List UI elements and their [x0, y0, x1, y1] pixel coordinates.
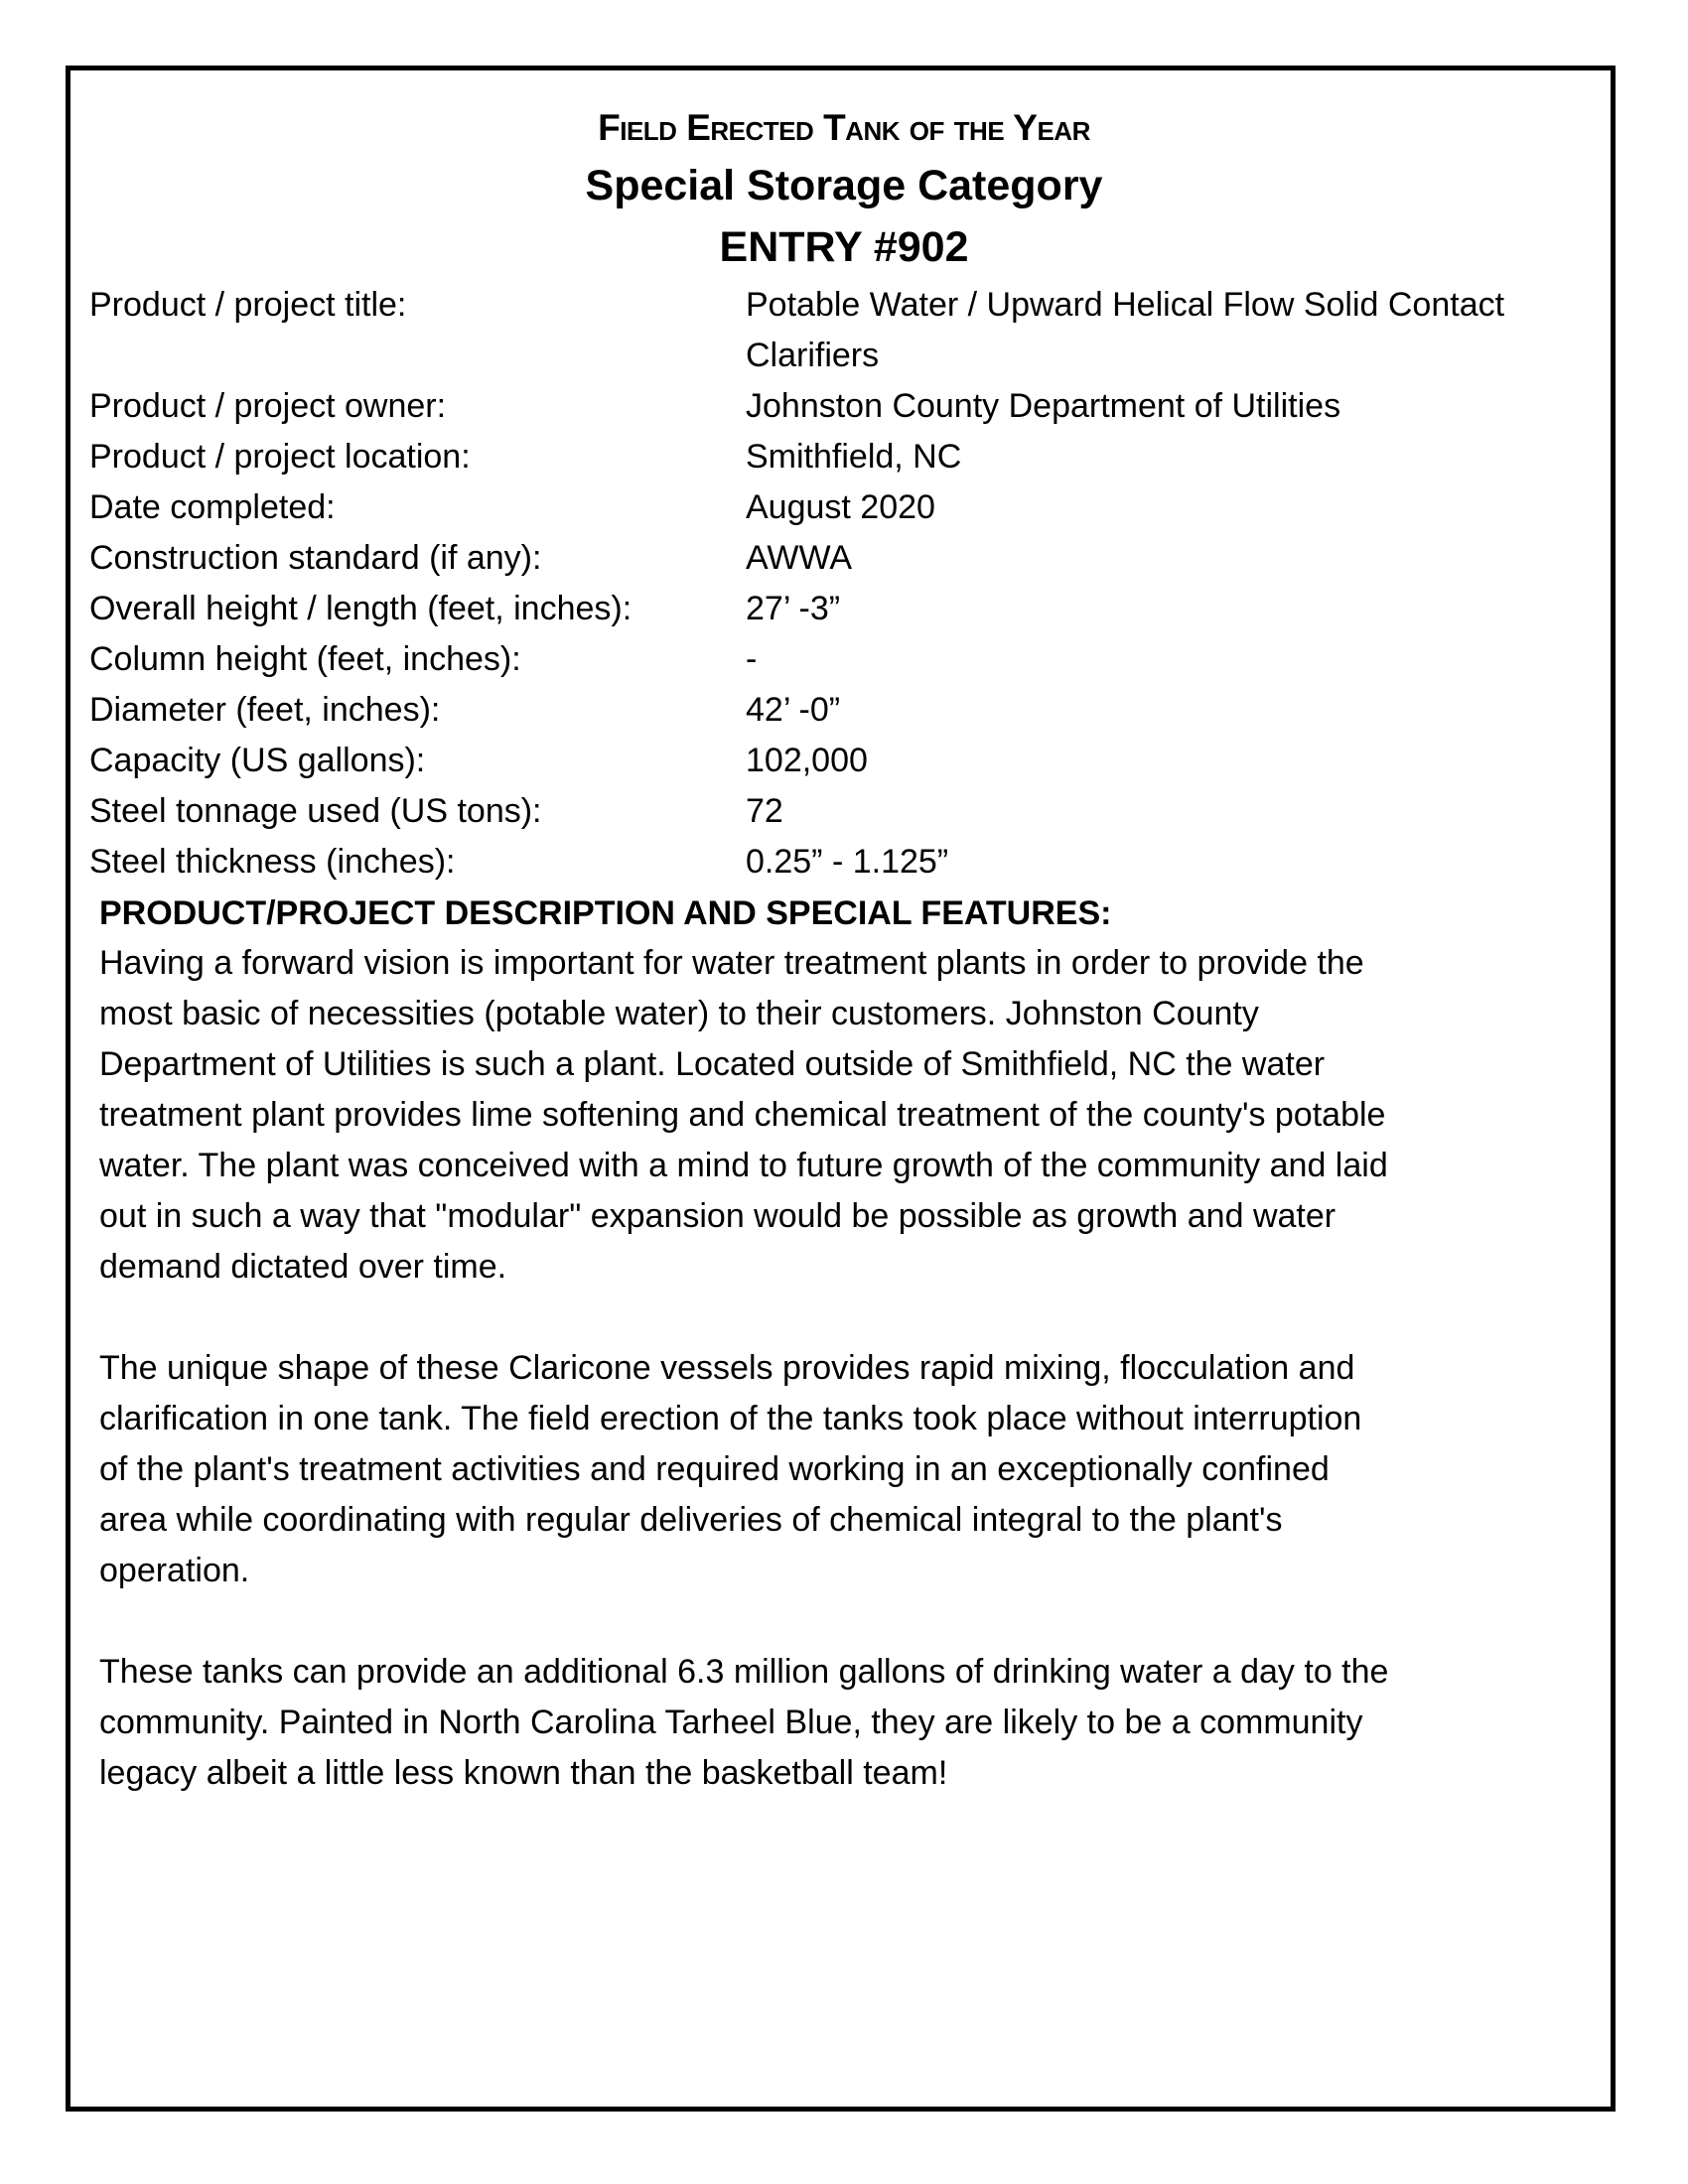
description-body: [99, 938, 1599, 1849]
award-title: Field Erected Tank of the Year: [598, 107, 1090, 148]
spec-value: 27’ -3”: [746, 590, 841, 627]
text-line: demand dictated over time.: [99, 1248, 507, 1286]
spec-row-diameter: [89, 685, 1589, 736]
spec-row-title: [89, 280, 1589, 381]
description-paragraph: [99, 938, 1599, 1293]
spec-row-owner: [89, 381, 1589, 432]
spec-row-column-height: [89, 634, 1589, 685]
spec-row-date: [89, 482, 1589, 533]
text-line: treatment plant provides lime softening and chemical treatment of the county's potable: [99, 1096, 1386, 1134]
spec-label: Overall height / length (feet, inches):: [89, 590, 633, 627]
spec-value: 72: [746, 792, 783, 830]
spec-value: August 2020: [746, 488, 935, 526]
text-line: These tanks can provide an additional 6.3 million gallons of drinking water a day to the: [99, 1653, 1389, 1691]
spec-label: Diameter (feet, inches):: [89, 691, 441, 729]
text-line: Department of Utilities is such a plant. Located outside of Smithfield, NC the water: [99, 1045, 1326, 1083]
spec-label: Product / project title:: [89, 286, 407, 324]
spec-label: Date completed:: [89, 488, 336, 526]
spec-value: Potable Water / Upward Helical Flow Solid Contact Clarifiers: [746, 286, 1505, 374]
spec-label: Column height (feet, inches):: [89, 640, 521, 678]
text-line: most basic of necessities (potable water) to their customers. Johnston County: [99, 995, 1259, 1032]
spec-row-thickness: [89, 837, 1589, 887]
spec-row-tonnage: [89, 786, 1589, 837]
spec-row-location: [89, 432, 1589, 482]
text-line: operation.: [99, 1552, 250, 1589]
spec-value: Smithfield, NC: [746, 438, 962, 476]
text-line: The unique shape of these Claricone vessels provides rapid mixing, flocculation and: [99, 1349, 1355, 1387]
spec-row-standard: [89, 533, 1589, 584]
spec-value: AWWA: [746, 539, 853, 577]
spec-label: Product / project location:: [89, 438, 471, 476]
entry-number: ENTRY #902: [719, 223, 969, 271]
spec-label: Steel tonnage used (US tons):: [89, 792, 542, 830]
spec-label: Product / project owner:: [89, 387, 447, 425]
text-line: water. The plant was conceived with a mind to future growth of the community and laid: [99, 1147, 1388, 1184]
spec-value: 0.25” - 1.125”: [746, 843, 949, 881]
category-title: Special Storage Category: [585, 162, 1103, 209]
spec-label: Steel thickness (inches):: [89, 843, 456, 881]
spec-table: [89, 280, 1589, 887]
text-line: legacy albeit a little less known than the basketball team!: [99, 1754, 948, 1792]
text-line: clarification in one tank. The field erection of the tanks took place without interruption: [99, 1400, 1362, 1437]
text-line: of the plant's treatment activities and required working in an exceptionally confined: [99, 1450, 1330, 1488]
description-paragraph: [99, 1647, 1599, 1799]
spec-row-height: [89, 584, 1589, 634]
description-heading: PRODUCT/PROJECT DESCRIPTION AND SPECIAL FEATURES:: [99, 894, 1112, 932]
spec-value: 42’ -0”: [746, 691, 841, 729]
description-paragraph: [99, 1343, 1599, 1596]
spec-label: Construction standard (if any):: [89, 539, 542, 577]
spec-value: Johnston County Department of Utilities: [746, 387, 1341, 425]
spec-label: Capacity (US gallons):: [89, 742, 426, 779]
spec-value: 102,000: [746, 742, 868, 779]
spec-value: -: [746, 640, 758, 678]
text-line: community. Painted in North Carolina Tarheel Blue, they are likely to be a community: [99, 1704, 1363, 1741]
text-line: area while coordinating with regular deliveries of chemical integral to the plant's: [99, 1501, 1283, 1539]
text-line: Having a forward vision is important for water treatment plants in order to provide the: [99, 944, 1364, 982]
text-line: out in such a way that "modular" expansion would be possible as growth and water: [99, 1197, 1336, 1235]
spec-row-capacity: [89, 736, 1589, 786]
